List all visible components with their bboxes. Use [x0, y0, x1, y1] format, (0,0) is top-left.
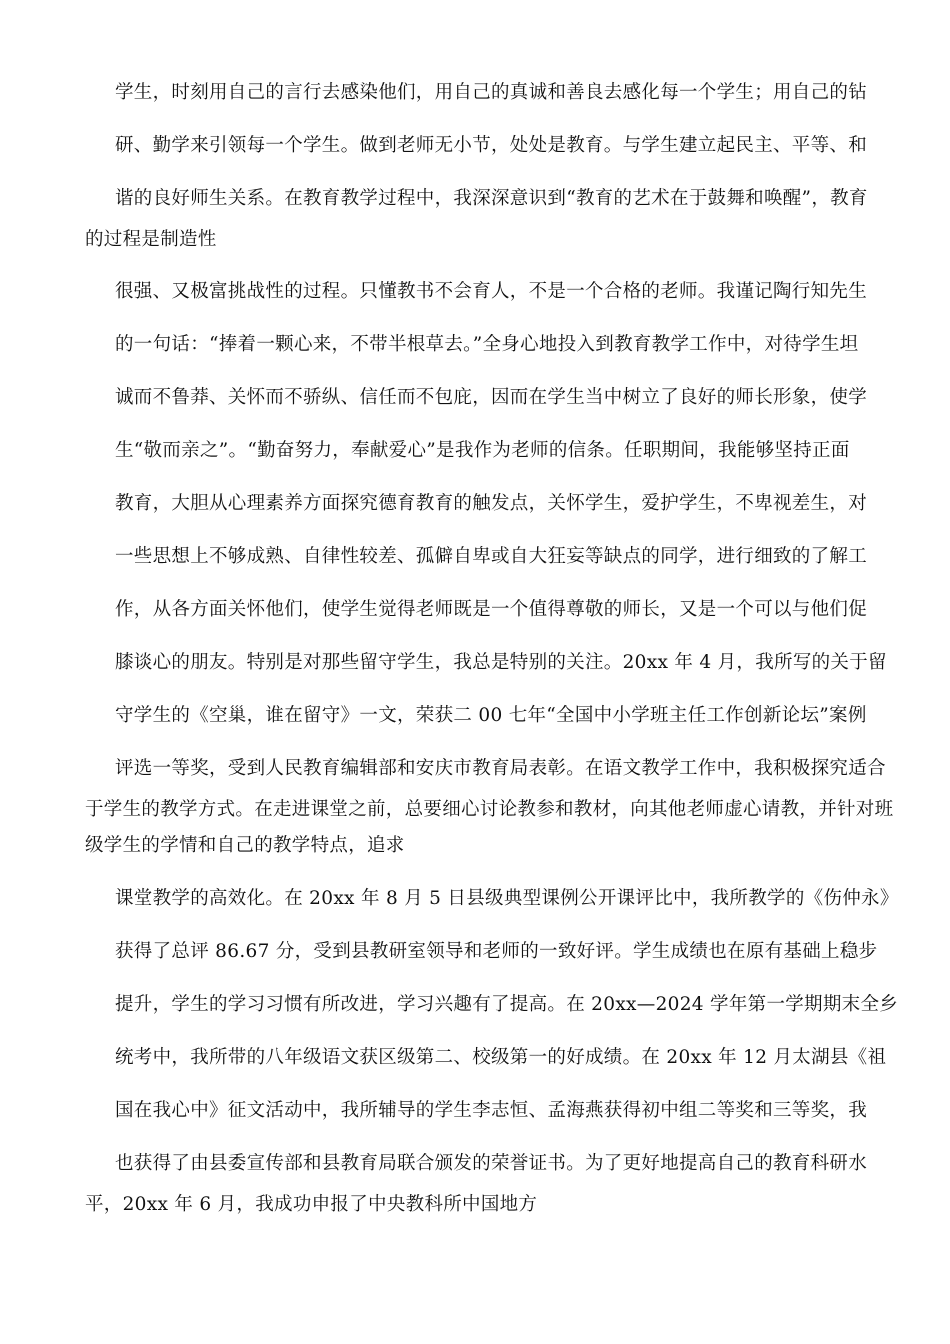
paragraph-line: 国在我心中》征文活动中，我所辅导的学生李志恒、孟海燕获得初中组二等奖和三等奖，我 [115, 1100, 868, 1121]
paragraph-line: 作，从各方面关怀他们，使学生觉得老师既是一个值得尊敬的师长，又是一个可以与他们促 [115, 599, 868, 620]
paragraph-line: 诚而不鲁莽、关怀而不骄纵、信任而不包庇，因而在学生当中树立了良好的师长形象，使学 [115, 387, 868, 408]
paragraph-line: 获得了总评 86.67 分，受到县教研室领导和老师的一致好评。学生成绩也在原有基础上稳步 [115, 941, 878, 962]
paragraph-line: 的过程是制造性 [85, 229, 217, 250]
paragraph-line: 生“敬而亲之”。“勤奋努力，奉献爱心”是我作为老师的信条。任职期间，我能够坚持正面 [115, 440, 850, 461]
paragraph-line: 也获得了由县委宣传部和县教育局联合颁发的荣誉证书。为了更好地提高自己的教育科研水 [115, 1153, 868, 1174]
paragraph-line: 一些思想上不够成熟、自律性较差、孤僻自卑或自大狂妄等缺点的同学，进行细致的了解工 [115, 546, 868, 567]
paragraph-line: 于学生的教学方式。在走进课堂之前，总要细心讨论教参和教材，向其他老师虚心请教，并针对班 [85, 799, 894, 820]
paragraph-line: 教育，大胆从心理素养方面探究德育教育的触发点，关怀学生，爱护学生，不卑视差生，对 [115, 493, 868, 514]
paragraph-line: 研、勤学来引领每一个学生。做到老师无小节，处处是教育。与学生建立起民主、平等、和 [115, 135, 868, 156]
paragraph-line: 平，20xx 年 6 月，我成功申报了中央教科所中国地方 [85, 1194, 538, 1215]
paragraph-line: 评选一等奖，受到人民教育编辑部和安庆市教育局表彰。在语文教学工作中，我积极探究适合 [115, 758, 886, 779]
paragraph-line: 谐的良好师生关系。在教育教学过程中，我深深意识到“教育的艺术在于鼓舞和唤醒”，教育 [115, 188, 868, 209]
paragraph-line: 提升，学生的学习习惯有所改进，学习兴趣有了提高。在 20xx—2024 学年第一学期期末全乡 [115, 994, 899, 1015]
paragraph-line: 守学生的《空巢，谁在留守》一文，荣获二 00 七年“全国中小学班主任工作创新论坛”案例 [115, 705, 867, 726]
paragraph-line: 课堂教学的高效化。在 20xx 年 8 月 5 日县级典型课例公开课评比中，我所教学的《伤仲永》 [115, 888, 899, 909]
paragraph-line: 很强、又极富挑战性的过程。只懂教书不会育人，不是一个合格的老师。我谨记陶行知先生 [115, 281, 868, 302]
paragraph-line: 统考中，我所带的八年级语文获区级第二、校级第一的好成绩。在 20xx 年 12 月太湖县《祖 [115, 1047, 887, 1068]
paragraph-line: 的一句话：“捧着一颗心来，不带半根草去。”全身心地投入到教育教学工作中，对待学生坦 [115, 334, 859, 355]
paragraph-line: 学生，时刻用自己的言行去感染他们，用自己的真诚和善良去感化每一个学生；用自己的钻 [115, 82, 868, 103]
paragraph-line: 膝谈心的朋友。特别是对那些留守学生，我总是特别的关注。20xx 年 4 月，我所写的关于留 [115, 652, 887, 673]
paragraph-line: 级学生的学情和自己的教学特点，追求 [85, 835, 405, 856]
